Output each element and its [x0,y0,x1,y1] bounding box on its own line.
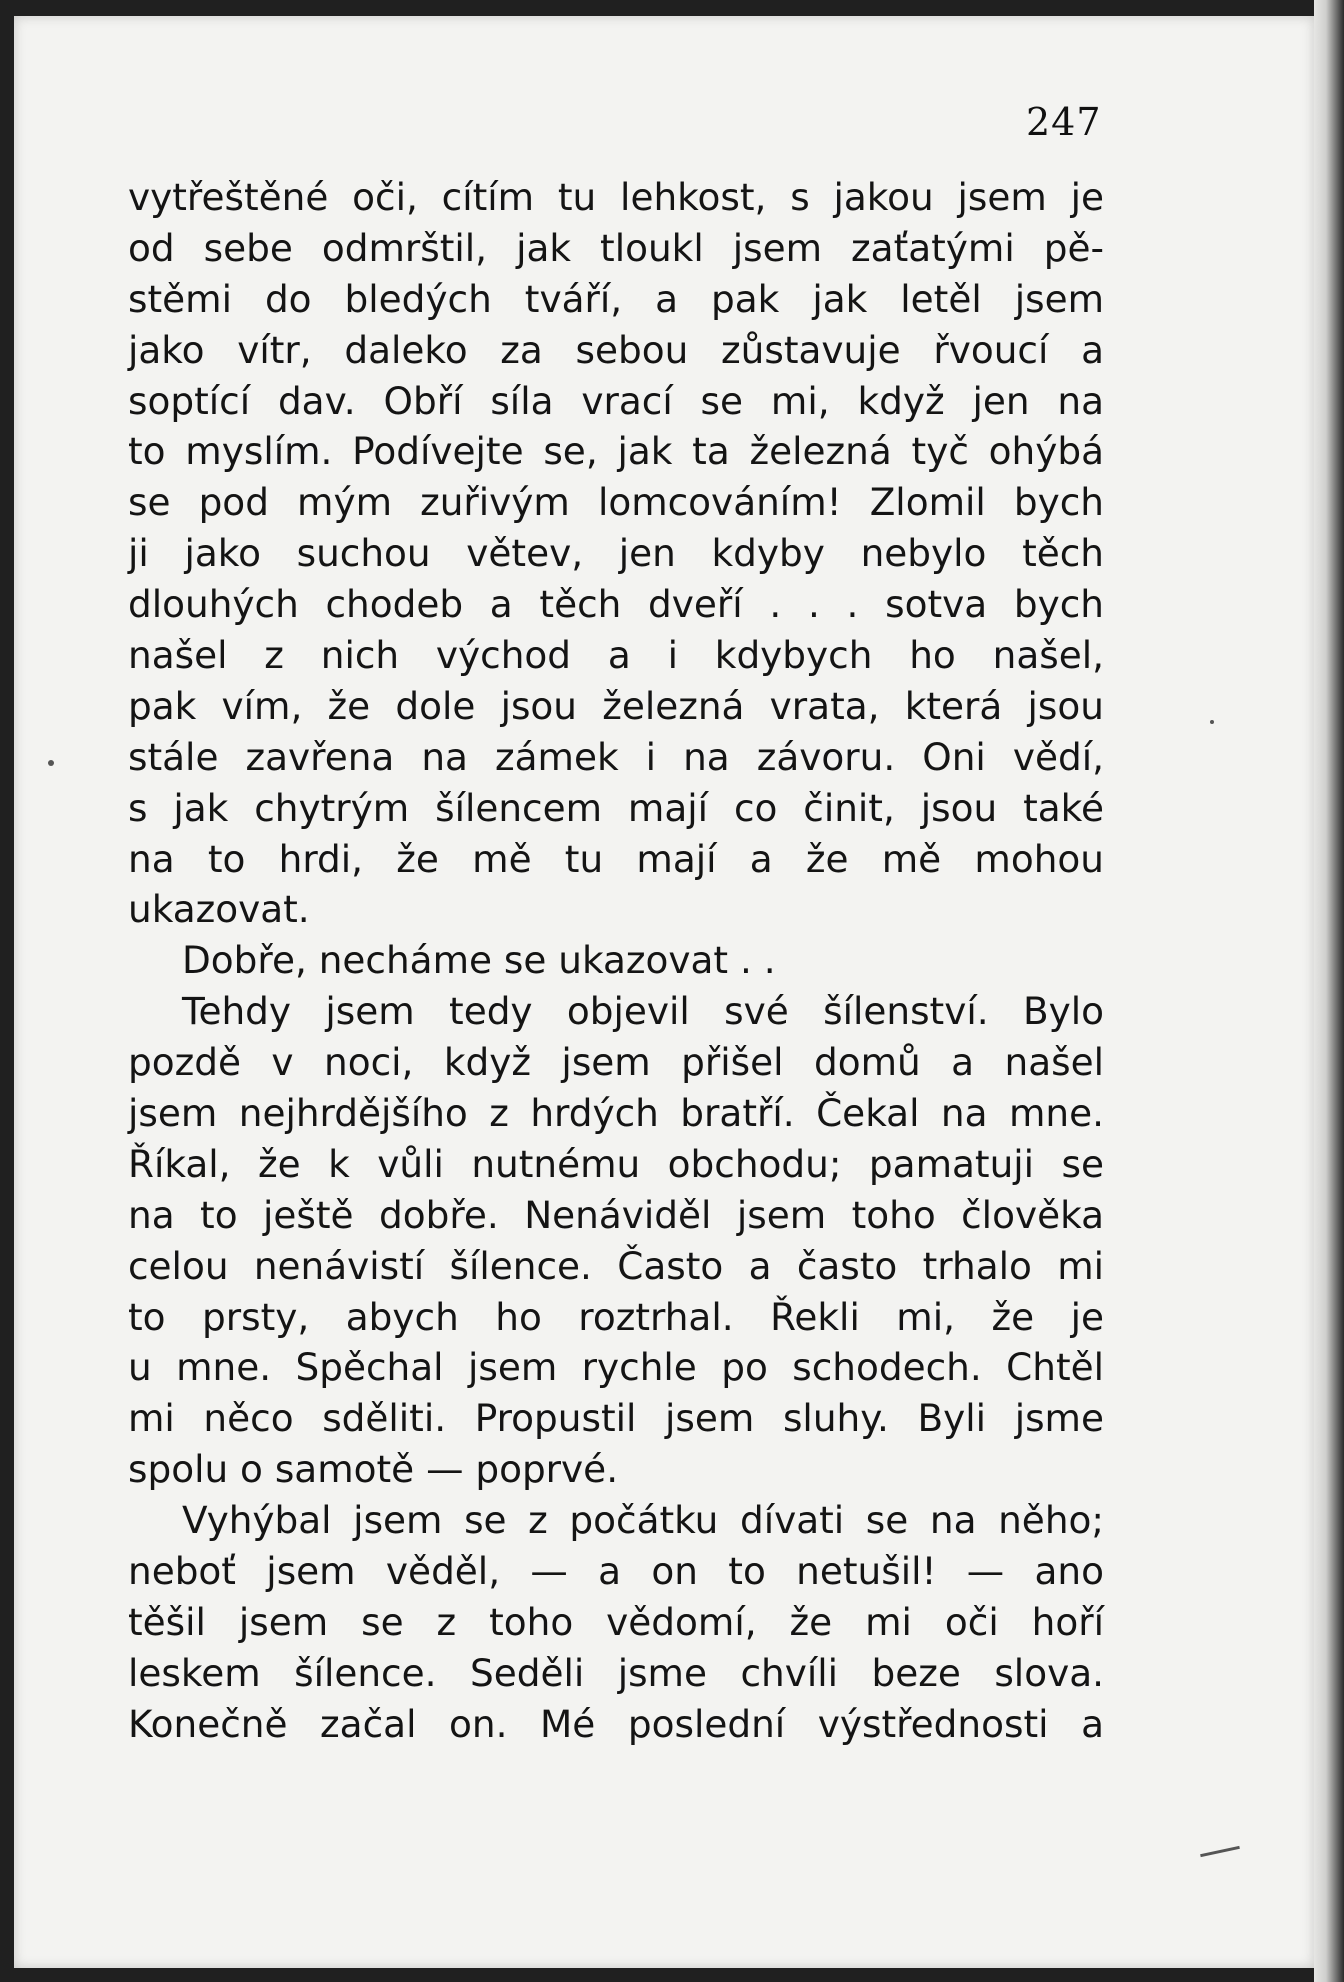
text-line: Tehdy jsem tedy objevil své šílenství. Bylo [182,989,1104,1034]
text-line: na to hrdi, že mě tu mají a že mě mohou [128,836,1104,881]
text-line: na to ještě dobře. Nenáviděl jsem toho člověka [128,1192,1104,1237]
text-line: dlouhých chodeb a těch dveří . . . sotva bych [128,582,1104,627]
page-edge-shadow [1314,0,1344,1982]
page-number: 247 [1026,100,1102,144]
text-line: stále zavřena na zámek i na závoru. Oni vědí, [128,734,1104,779]
text-line: Konečně začal on. Mé poslední výstřednosti a [128,1701,1104,1746]
text-line: leskem šílence. Seděli jsme chvíli beze slova. [128,1650,1104,1695]
scan-speck [1210,720,1214,724]
text-line: našel z nich východ a i kdybych ho našel, [128,633,1104,678]
text-line: to prsty, abych ho roztrhal. Řekli mi, že je [128,1294,1104,1339]
text-line: Vyhýbal jsem se z počátku dívati se na něho; [182,1498,1104,1543]
text-line: mi něco sděliti. Propustil jsem sluhy. Byli jsme [128,1396,1104,1441]
text-line: ukazovat. [128,887,310,932]
body-text [128,172,1104,1750]
text-line: těšil jsem se z toho vědomí, že mi oči hoří [128,1599,1104,1644]
text-line: celou nenávistí šílence. Často a často trhalo mi [128,1243,1104,1288]
text-line: to myslím. Podívejte se, jak ta železná tyč ohýbá [128,429,1104,474]
text-line: s jak chytrým šílencem mají co činit, jsou také [128,785,1104,830]
text-line: pak vím, že dole jsou železná vrata, která jsou [128,683,1104,728]
text-line: ji jako suchou větev, jen kdyby nebylo těch [128,531,1104,576]
text-line: Říkal, že k vůli nutnému obchodu; pamatuji se [128,1141,1104,1186]
text-line: soptící dav. Obří síla vrací se mi, když jen na [128,378,1104,423]
text-line: se pod mým zuřivým lomcováním! Zlomil bych [128,480,1104,525]
text-line: neboť jsem věděl, — a on to netušil! — ano [128,1549,1104,1594]
text-line: u mne. Spěchal jsem rychle po schodech. Chtěl [128,1345,1104,1390]
text-line: stěmi do bledých tváří, a pak jak letěl jsem [128,276,1104,321]
text-line: jsem nejhrdějšího z hrdých bratří. Čekal na mne. [128,1091,1104,1136]
text-line: vytřeštěné oči, cítím tu lehkost, s jakou jsem je [128,175,1104,219]
text-line: pozdě v noci, když jsem přišel domů a našel [128,1040,1104,1085]
text-line: spolu o samotě — poprvé. [128,1447,619,1492]
scan-speck [48,760,54,766]
text-line: jako vítr, daleko za sebou zůstavuje řvoucí a [128,327,1104,372]
text-line: Dobře, necháme se ukazovat . . [182,938,776,983]
text-line: od sebe odmrštil, jak tloukl jsem zaťatými pě- [128,225,1104,270]
